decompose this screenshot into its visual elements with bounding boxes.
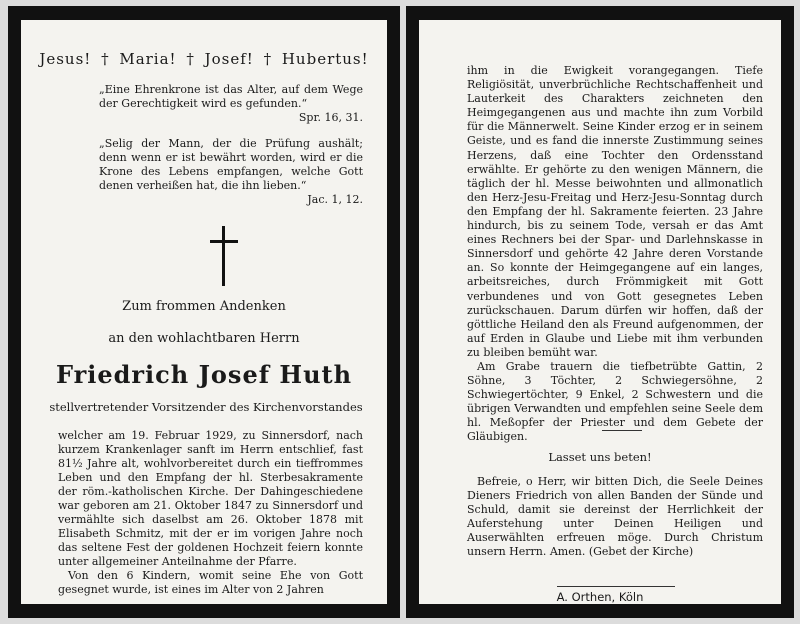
obituary-paragraph-2: Am Grabe trauern die tiefbetrübte Gattin, 2 Söhne, 3 Töchter, 2 Schwiegersöhne, 2 Schwiegertöchter, 9 Enkel, 2 Schwestern und die übrigen Verwandten und empfehlen seine Seele dem hl. Meßopfer der Priester und dem Gebete der Gläubigen. xyxy=(467,359,763,444)
printer-divider xyxy=(557,586,675,587)
memorial-line-2: an den wohlachtbaren Herrn xyxy=(108,331,300,346)
biography-paragraph-2: Von den 6 Kindern, womit seine Ehe von Gott gesegnet wurde, ist eines im Alter von 2 Jahren xyxy=(58,569,363,596)
memorial-line-1: Zum frommen Andenken xyxy=(122,299,286,314)
printer-imprint: A. Orthen, Köln xyxy=(556,590,644,604)
memorial-card-front xyxy=(8,6,400,618)
prayer-title: Lasset uns beten! xyxy=(548,450,652,464)
bible-verse-1 xyxy=(99,83,363,125)
cross-icon xyxy=(210,226,238,286)
verse-2-reference: Jac. 1, 12. xyxy=(307,193,363,206)
invocation-line: Jesus! † Maria! † Josef! † Hubertus! xyxy=(39,50,369,68)
prayer xyxy=(467,475,763,560)
memorial-card-back xyxy=(406,6,794,618)
bible-verse-2 xyxy=(99,137,363,207)
biography-paragraph-1: welcher am 19. Februar 1929, zu Sinnersdorf, nach kurzem Krankenlager sanft im Herrn entschlief, fast 81½ Jahre alt, wohlvorbereitet durch ein tieffrommes Leben und den Empfang der hl. Sterbesakramente der röm.-katholischen Kirche. Der Dahingeschiedene war geboren am 21. Oktober 1847 zu Sinnersdorf und vermählte sich daselbst am 26. Oktober 1878 mit Elisabeth Schmitz, mit der er im vorigen Jahre noch das seltene Fest der goldenen Hochzeit feiern konnte unter allgemeiner Anteilnahme der Pfarre. xyxy=(58,429,363,568)
card-back-paper xyxy=(419,20,781,604)
verse-1-text: „Eine Ehrenkrone ist das Alter, auf dem Wege der Gerechtigkeit wird es gefunden.“ xyxy=(99,83,363,110)
biography xyxy=(58,429,363,597)
obituary-paragraph-1: ihm in die Ewigkeit vorangegangen. Tiefe Religiösität, unverbrüchliche Rechtschaffenheit und Lauterkeit des Charakters zeichneten den Heimgegangenen aus und machte ihn zum Vorbild für die Männerwelt. Seine Kinder erzog er in seinem Geiste, und es fand die innerste Zustimmung seines Herzens, daß eine Tochter den Ordensstand erwählte. Er gehörte zu den wenigen Männern, die täglich der hl. Messe beiwohnten und allmonatlich den Herz-Jesu-Freitag und Herz-Jesu-Sonntag durch den Empfang der hl. Sakramente feierten. 23 Jahre hindurch, bis zu seinem Tode, versah er das Amt eines Rechners bei der Spar- und Darlehnskasse in Sinnersdorf und gehörte 42 Jahre deren Vorstande an. So konnte der Heimgegangene auf ein langes, arbeitsreiches, durch Frömmigkeit mit Gott verbundenes und von Gott gesegnetes Leben zurückschauen. Darum dürfen wir hoffen, daß der göttliche Heiland den als Freund aufgenommen, der auf Erden in Glaube und Liebe mit ihm verbunden zu bleiben bemüht war. xyxy=(467,64,763,359)
divider xyxy=(602,430,642,431)
deceased-name: Friedrich Josef Huth xyxy=(55,360,353,389)
card-front-paper xyxy=(21,20,387,604)
obituary-text xyxy=(467,64,763,445)
verse-2-text: „Selig der Mann, der die Prüfung aushält; denn wenn er ist bewährt worden, wird er die Krone des Lebens empfangen, welche Gott denen verheißen hat, die ihn lieben.“ xyxy=(99,137,363,192)
deceased-position: stellvertretender Vorsitzender des Kirchenvorstandes xyxy=(49,400,363,414)
prayer-text: Befreie, o Herr, wir bitten Dich, die Seele Deines Dieners Friedrich von allen Banden der Sünde und Schuld, damit sie dereinst der Herrlichkeit der Auferstehung unter Deinen Heiligen und Auserwählten erfreuen möge. Durch Christum unsern Herrn. Amen. (Gebet der Kirche) xyxy=(467,475,763,559)
verse-1-reference: Spr. 16, 31. xyxy=(298,111,363,124)
